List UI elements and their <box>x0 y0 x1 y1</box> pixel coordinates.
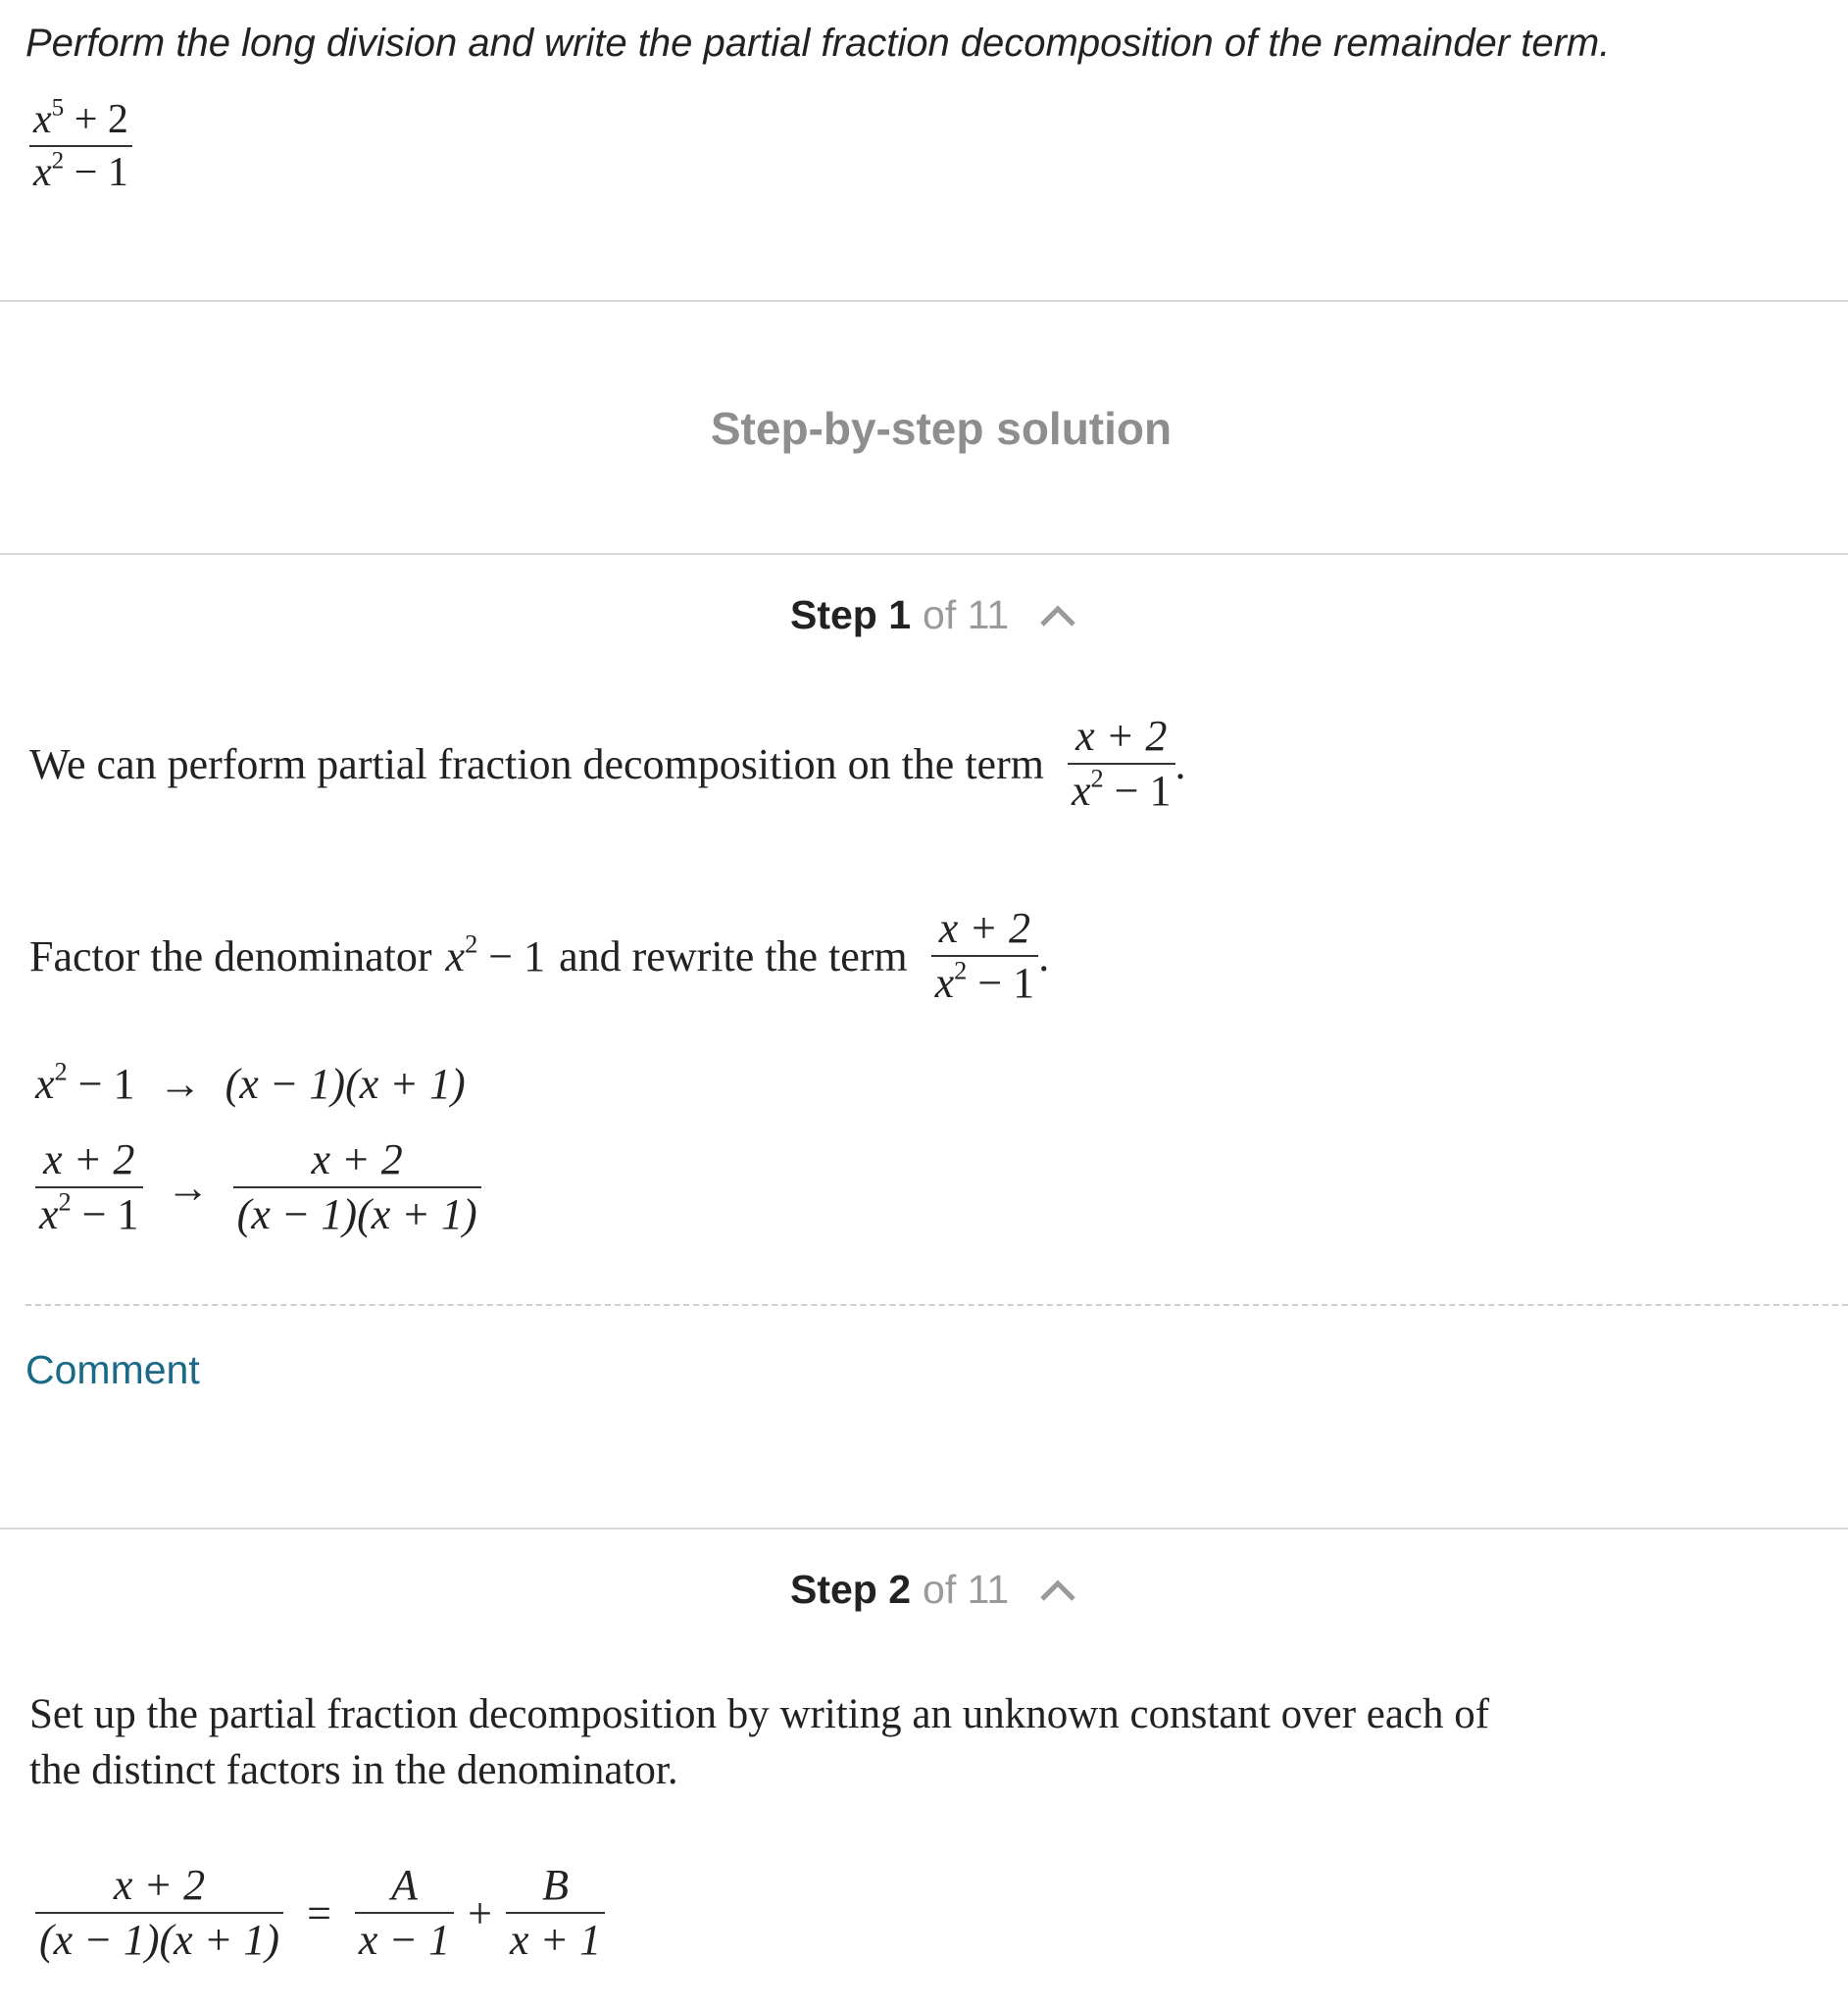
step-2-of-count: of 11 <box>923 1567 1010 1612</box>
step-2-left-den: (x − 1)(x + 1) <box>39 1916 280 1965</box>
arrow-icon: → <box>166 1163 210 1212</box>
step-1-s2-frac-den-exp: 2 <box>954 955 968 985</box>
divider <box>0 553 1848 555</box>
problem-num-exp: 5 <box>51 94 65 122</box>
step-1-term-den-exp: 2 <box>1090 763 1104 793</box>
step-2-line-1: Set up the partial fraction decomposition by writing an unknown constant over each of <box>29 1691 1490 1737</box>
step-1-sentence-2-b: and rewrite the term <box>559 931 908 980</box>
eq2-right-den: (x − 1)(x + 1) <box>236 1190 477 1239</box>
problem-num-rest: + 2 <box>64 97 128 142</box>
plus-sign: + <box>468 1888 492 1937</box>
eq2-left-num: x + 2 <box>43 1135 135 1183</box>
eq1-left-exp: 2 <box>54 1056 68 1086</box>
step-2-a-den: x − 1 <box>358 1916 451 1965</box>
step-1-equation-2 <box>35 1137 481 1237</box>
step-1-period: . <box>1174 739 1186 788</box>
step-1-term-fraction <box>1068 714 1175 814</box>
step-1-sentence-1 <box>29 714 1186 814</box>
step-1-label: Step 1 <box>790 592 912 637</box>
chevron-up-icon[interactable] <box>1038 1578 1077 1603</box>
problem-num-base: x <box>33 97 52 142</box>
divider <box>0 300 1848 302</box>
divider <box>0 1528 1848 1530</box>
step-1-equation-1 <box>35 1056 466 1109</box>
step-2-paragraph <box>29 1686 1489 1798</box>
step-1-sentence-2-a: Factor the denominator <box>29 931 432 980</box>
step-1-s2-frac-den-rest: − 1 <box>967 959 1035 1008</box>
step-2-header[interactable] <box>790 1567 1077 1613</box>
step-1-sentence-2 <box>29 906 1049 1006</box>
step-1-of-count: of 11 <box>923 592 1010 637</box>
step-2-line-2: the distinct factors in the denominator. <box>29 1747 678 1793</box>
comment-link[interactable]: Comment <box>25 1347 200 1392</box>
eq1-left-base: x <box>35 1060 55 1108</box>
step-2-a-num: A <box>391 1861 418 1909</box>
step-1-term-den-rest: − 1 <box>1103 767 1172 816</box>
step-2-left-num: x + 2 <box>113 1861 206 1909</box>
step-1-term-num: x + 2 <box>1075 712 1168 760</box>
step-1-s2-period: . <box>1038 931 1050 980</box>
eq2-right-num: x + 2 <box>311 1135 403 1183</box>
dashed-divider <box>25 1304 1848 1306</box>
eq2-left-den-exp: 2 <box>58 1186 72 1217</box>
step-2-b-fraction <box>506 1863 605 1963</box>
step-1-s2-frac-den-base: x <box>934 959 955 1008</box>
step-2-b-num: B <box>542 1861 570 1909</box>
problem-fraction <box>29 94 132 196</box>
step-1-sentence-1-text: We can perform partial fraction decomposition on the term <box>29 739 1044 788</box>
eq2-left-fraction <box>35 1137 143 1237</box>
step-2-left-fraction <box>35 1863 283 1963</box>
eq2-left-den-rest: − 1 <box>71 1190 139 1239</box>
problem-den-rest: − 1 <box>64 150 128 196</box>
problem-den-base: x <box>33 150 52 196</box>
eq2-left-den-base: x <box>39 1190 59 1239</box>
step-2-label: Step 2 <box>790 1567 912 1612</box>
step-2-b-den: x + 1 <box>509 1916 602 1965</box>
step-1-s2-frac-num: x + 2 <box>938 904 1031 952</box>
step-1-s2-base: x <box>445 931 466 980</box>
step-1-s2-exp: 2 <box>465 928 478 959</box>
step-1-term-den-base: x <box>1071 767 1091 816</box>
step-1-header[interactable] <box>790 592 1077 638</box>
eq1-left-rest: − 1 <box>67 1060 135 1108</box>
equals-sign: = <box>307 1888 331 1937</box>
step-2-a-fraction <box>355 1863 454 1963</box>
eq2-right-fraction <box>233 1137 481 1237</box>
step-1-s2-fraction <box>931 906 1039 1006</box>
chevron-up-icon[interactable] <box>1038 603 1077 628</box>
problem-instruction: Perform the long division and write the partial fraction decomposition of the remainder term. <box>25 22 1611 65</box>
problem-den-exp: 2 <box>51 147 65 175</box>
eq1-right: (x − 1)(x + 1) <box>225 1060 466 1108</box>
step-1-s2-rest: − 1 <box>477 931 546 980</box>
step-2-equation <box>35 1863 605 1963</box>
arrow-icon: → <box>158 1060 202 1108</box>
solution-heading: Step-by-step solution <box>710 403 1173 454</box>
